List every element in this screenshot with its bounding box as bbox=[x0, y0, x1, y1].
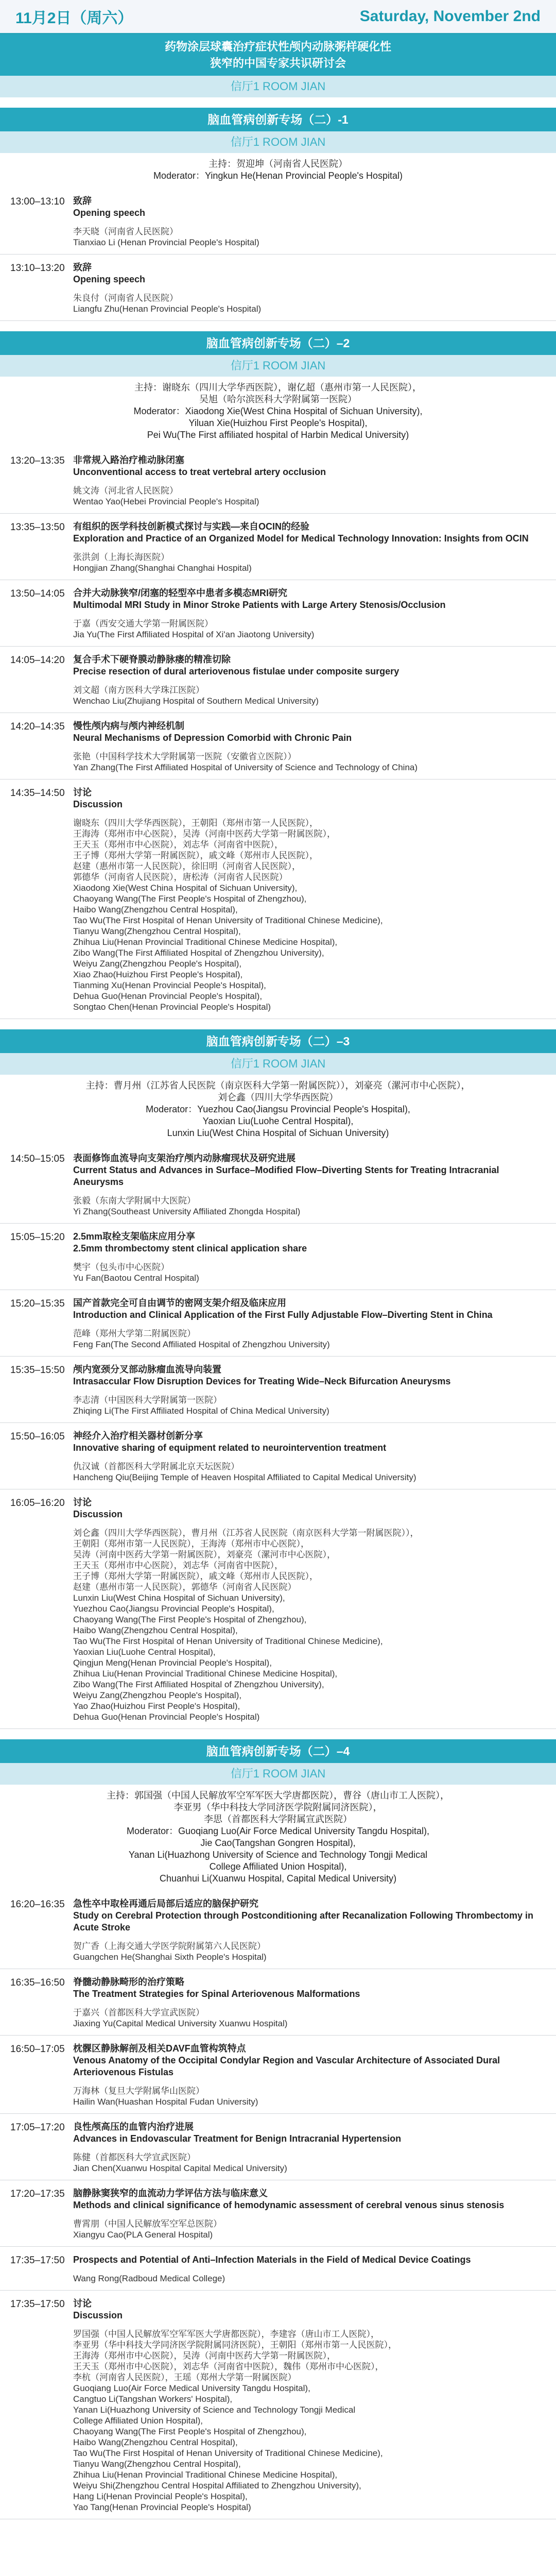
speaker-line: Zhihua Liu(Henan Provincial Traditional Chinese Medicine Hospital), bbox=[73, 2470, 338, 2480]
moderator-line: 主持：贺迎坤（河南省人民医院） bbox=[208, 159, 348, 169]
schedule-body bbox=[0, 108, 556, 2519]
talk-title-en: 2.5mm thrombectomy stent clinical application share bbox=[73, 1243, 307, 1253]
agenda-content bbox=[68, 779, 556, 1019]
speaker-line: Wang Rong(Radboud Medical College) bbox=[73, 2274, 225, 2283]
moderator-line: Chuanhui Li(Xuanwu Hospital, Capital Medical University) bbox=[159, 1873, 397, 1884]
agenda-time: 16:50–17:05 bbox=[10, 2044, 65, 2055]
agenda-time: 13:35–13:50 bbox=[10, 522, 65, 533]
speaker-line: Zibo Wang(The First Affiliated Hospital of Zhengzhou University), bbox=[73, 1680, 324, 1689]
talk-title-en: Advances in Endovascular Treatment for Benign Intracranial Hypertension bbox=[73, 2133, 402, 2144]
speaker-line: 于嘉（西安交通大学第一附属医院） bbox=[73, 619, 213, 629]
speaker-line: 王海涛（郑州市中心医院），吴涛（河南中医药大学第一附属医院）， bbox=[73, 2351, 336, 2361]
speaker-line: 刘文超（南方医科大学珠江医院） bbox=[73, 685, 204, 695]
speaker-line: Dehua Guo(Henan Provincial People's Hospital) bbox=[73, 1712, 260, 1722]
talk-title-en: Discussion bbox=[73, 1509, 123, 1519]
speaker-line: Tianyu Wang(Zhengzhou Central Hospital), bbox=[73, 926, 241, 936]
speaker-line: 仇汉诚（首都医科大学附属北京天坛医院） bbox=[73, 1462, 239, 1471]
speaker-line: Wenchao Liu(Zhujiang Hospital of Southern Medical University) bbox=[73, 696, 319, 706]
speaker-line: Yao Zhao(Huizhou First People's Hospital), bbox=[73, 1701, 240, 1711]
agenda-time: 13:50–14:05 bbox=[10, 588, 65, 599]
speaker-line: 姚文涛（河北省人民医院） bbox=[73, 486, 178, 496]
session-room-label: 信厅1 ROOM JIAN bbox=[0, 1053, 556, 1075]
speaker-line: Haibo Wang(Zhengzhou Central Hospital), bbox=[73, 2437, 238, 2447]
speaker-line: 吴涛（河南中医药大学第一附属医院），刘豪亮（漯河市中心医院）， bbox=[73, 1550, 336, 1560]
agenda-content bbox=[68, 2180, 556, 2246]
moderator-line: 主持：谢晓东（四川大学华西医院），谢亿超（惠州市第一人民医院）， bbox=[134, 382, 422, 393]
speaker-line: 张艳（中国科学技术大学附属第一医院（安徽省立医院）） bbox=[73, 752, 297, 761]
moderator-line: Moderator：Yuezhou Cao(Jiangsu Provincial People's Hospital), bbox=[146, 1104, 410, 1114]
talk-title-en: Venous Anatomy of the Occipital Condylar Region and Vascular Architecture of Associated Dural Arteriovenous Fistulas bbox=[73, 2055, 500, 2077]
speaker-line: Hailin Wan(Huashan Hospital Fudan University) bbox=[73, 2097, 258, 2107]
speaker-block bbox=[73, 818, 546, 1012]
speaker-line: Guangchen He(Shanghai Sixth People's Hospital) bbox=[73, 1952, 267, 1962]
speaker-line: Tianxiao Li (Henan Provincial People's Hospital) bbox=[73, 238, 259, 247]
schedule-header bbox=[0, 0, 556, 35]
agenda-row bbox=[0, 447, 556, 514]
speaker-line: Haibo Wang(Zhengzhou Central Hospital), bbox=[73, 905, 238, 914]
speaker-block bbox=[73, 2007, 546, 2029]
speaker-line: 李天晓（河南省人民医院） bbox=[73, 227, 178, 236]
speaker-line: Songtao Chen(Henan Provincial People's Hospital) bbox=[73, 1002, 271, 1012]
moderator-line: 吴旭（哈尔滨医科大学附属第一医院） bbox=[199, 394, 357, 404]
moderator-line: Pei Wu(The First affiliated hospital of Harbin Medical University) bbox=[147, 430, 409, 440]
speaker-block bbox=[73, 2218, 546, 2240]
speaker-line: 范峰（郑州大学第二附属医院） bbox=[73, 1329, 196, 1338]
talk-title-cn: 致辞 bbox=[73, 196, 92, 206]
speaker-line: 张毅（东南大学附属中大医院） bbox=[73, 1196, 196, 1206]
agenda-content bbox=[68, 1224, 556, 1290]
speaker-line: Zhiqing Li(The First Affiliated Hospital of China Medical University) bbox=[73, 1406, 329, 1416]
room-label: 信厅1 ROOM JIAN bbox=[0, 76, 556, 97]
agenda-row bbox=[0, 1357, 556, 1423]
agenda-row bbox=[0, 2291, 556, 2519]
moderator-line: Yanan Li(Huazhong University of Science and Technology Tongji Medical bbox=[128, 1850, 428, 1860]
talk-title-en: The Treatment Strategies for Spinal Arteriovenous Malformations bbox=[73, 1989, 360, 1999]
talk-title-cn: 讨论 bbox=[73, 1497, 92, 1507]
speaker-line: Zhihua Liu(Henan Provincial Traditional Chinese Medicine Hospital), bbox=[73, 1669, 338, 1679]
moderators bbox=[0, 377, 556, 447]
speaker-line: Weiyu Shi(Zhengzhou Central Hospital Affiliated to Zhengzhou University), bbox=[73, 2481, 361, 2490]
talk-title-en: Innovative sharing of equipment related to neurointervention treatment bbox=[73, 1443, 387, 1453]
talk-title-cn: 脑静脉窦狭窄的血流动力学评估方法与临床意义 bbox=[73, 2188, 268, 2198]
agenda-row bbox=[0, 2114, 556, 2180]
agenda-row bbox=[0, 1145, 556, 1224]
moderator-line: 主持：曹月州（江苏省人民医院（南京医科大学第一附属医院）），刘豪亮（漯河市中心医院）， bbox=[85, 1080, 471, 1091]
speaker-block bbox=[73, 2086, 546, 2107]
speaker-line: Yi Zhang(Southeast University Affiliated Zhongda Hospital) bbox=[73, 1207, 301, 1216]
speaker-line: Yu Fan(Baotou Central Hospital) bbox=[73, 1273, 199, 1283]
agenda-time: 17:20–17:35 bbox=[10, 2189, 65, 2199]
speaker-line: Chaoyang Wang(The First People's Hospital of Zhengzhou), bbox=[73, 894, 307, 904]
agenda-row bbox=[0, 1224, 556, 1290]
agenda-row bbox=[0, 2180, 556, 2247]
speaker-line: Jian Chen(Xuanwu Hospital Capital Medical University) bbox=[73, 2163, 287, 2173]
moderator-line: College Affiliated Union Hospital), bbox=[209, 1861, 347, 1872]
speaker-line: Zibo Wang(The First Affiliated Hospital of Zhengzhou University), bbox=[73, 948, 324, 958]
agenda-time: 13:20–13:35 bbox=[10, 455, 65, 466]
speaker-line: 王子博（郑州大学第一附属医院），戚文峰（郑州市人民医院）， bbox=[73, 851, 318, 860]
moderator-line: 李亚男（华中科技大学同济医学院附属同济医院）， bbox=[173, 1802, 383, 1812]
agenda-time: 16:35–16:50 bbox=[10, 1977, 65, 1988]
talk-title-en: Introduction and Clinical Application of the First Fully Adjustable Flow–Diverting Stent in China bbox=[73, 1310, 493, 1320]
speaker-block bbox=[73, 293, 546, 314]
talk-title-cn: 枕髁区静脉解剖及相关DAVF血管构筑特点 bbox=[73, 2043, 246, 2054]
speaker-line: 万海林（复旦大学附属华山医院） bbox=[73, 2086, 204, 2096]
speaker-line: 陈健（首都医科大学宣武医院） bbox=[73, 2153, 196, 2162]
speaker-line: 赵建（惠州市第一人民医院），徐旧明（河南省人民医院）， bbox=[73, 861, 301, 871]
date-en: Saturday, November 2nd bbox=[359, 8, 541, 25]
agenda-content bbox=[68, 255, 556, 320]
agenda-content bbox=[68, 1357, 556, 1422]
conference-title bbox=[0, 35, 556, 76]
agenda-time: 13:00–13:10 bbox=[10, 196, 65, 207]
talk-title-cn: 慢性颅内病与颅内神经机制 bbox=[73, 721, 184, 731]
speaker-line: Liangfu Zhu(Henan Provincial People's Hospital) bbox=[73, 304, 262, 314]
speaker-block bbox=[73, 2329, 546, 2513]
agenda-row bbox=[0, 2247, 556, 2291]
agenda-row bbox=[0, 779, 556, 1019]
talk-title-en: Current Status and Advances in Surface–Modified Flow–Diverting Stents for Treating Intracranial Aneurysms bbox=[73, 1165, 499, 1187]
speaker-line: 罗国强（中国人民解放军空军军医大学唐都医院），李建容（唐山市工人医院）， bbox=[73, 2329, 379, 2339]
talk-title-cn: 表面修饰血流导向支架治疗颅内动脉瘤现状及研究进展 bbox=[73, 1153, 296, 1163]
talk-title-en: Prospects and Potential of Anti–Infection Materials in the Field of Medical Device Coatings bbox=[73, 2255, 471, 2265]
session-title: 脑血管病创新专场（二）–2 bbox=[0, 331, 556, 355]
speaker-line: Cangtuo Li(Tangshan Workers' Hospital), bbox=[73, 2394, 233, 2404]
speaker-line: 王天玉（郑州市中心医院），刘志华（河南省中医院）， bbox=[73, 1561, 283, 1570]
agenda-content bbox=[68, 2247, 556, 2290]
speaker-block bbox=[73, 618, 546, 640]
moderator-line: Moderator：Xiaodong Xie(West China Hospital of Sichuan University), bbox=[133, 406, 423, 416]
talk-title-en: Exploration and Practice of an Organized Model for Medical Technology Innovation: Insights from OCIN bbox=[73, 533, 529, 544]
speaker-line: 赵建（惠州市第一人民医院），郭德华（河南省人民医院） bbox=[73, 1582, 297, 1592]
speaker-line: Haibo Wang(Zhengzhou Central Hospital), bbox=[73, 1625, 238, 1635]
agenda-row bbox=[0, 647, 556, 713]
moderator-line: Jie Cao(Tangshan Gongren Hospital), bbox=[200, 1838, 356, 1848]
agenda-time: 17:05–17:20 bbox=[10, 2122, 65, 2133]
speaker-line: 王天玉（郑州市中心医院），刘志华（河南省中医院），魏伟（郑州市中心医院）， bbox=[73, 2362, 384, 2371]
speaker-line: Yuezhou Cao(Jiangsu Provincial People's Hospital), bbox=[73, 1604, 274, 1614]
agenda-time: 17:35–17:50 bbox=[10, 2299, 65, 2310]
session-room-label: 信厅1 ROOM JIAN bbox=[0, 355, 556, 377]
speaker-line: 于嘉兴（首都医科大学宣武医院） bbox=[73, 2008, 204, 2018]
speaker-line: Tao Wu(The First Hospital of Henan University of Traditional Chinese Medicine), bbox=[73, 1636, 383, 1646]
speaker-line: 王天玉（郑州市中心医院），刘志华（河南省中医院）， bbox=[73, 840, 283, 850]
speaker-line: Yanan Li(Huazhong University of Science and Technology Tongji Medical bbox=[73, 2405, 356, 2415]
speaker-block bbox=[73, 1328, 546, 1350]
agenda-content bbox=[68, 713, 556, 779]
speaker-line: 曹霄朋（中国人民解放军空军总医院） bbox=[73, 2219, 222, 2229]
speaker-block bbox=[73, 1528, 546, 1722]
speaker-line: Qingjun Meng(Henan Provincial People's Hospital), bbox=[73, 1658, 272, 1668]
speaker-line: Tao Wu(The First Hospital of Henan University of Traditional Chinese Medicine), bbox=[73, 2448, 383, 2458]
talk-title-cn: 合并大动脉狭窄/闭塞的轻型卒中患者多模态MRI研究 bbox=[73, 588, 287, 598]
talk-title-en: Discussion bbox=[73, 2310, 123, 2320]
talk-title-cn: 讨论 bbox=[73, 787, 92, 798]
talk-title-cn: 有组织的医学科技创新模式探讨与实践—来自OCIN的经验 bbox=[73, 521, 309, 532]
agenda-row bbox=[0, 1489, 556, 1729]
speaker-line: Weiyu Zang(Zhengzhou People's Hospital), bbox=[73, 959, 242, 969]
date-cn: 11月2日（周六） bbox=[15, 10, 133, 27]
agenda-time: 15:50–16:05 bbox=[10, 1431, 65, 1442]
agenda-content bbox=[68, 647, 556, 713]
moderators bbox=[0, 153, 556, 188]
talk-title-cn: 国产首款完全可自由调节的密网支架介绍及临床应用 bbox=[73, 1298, 286, 1308]
moderator-line: Lunxin Liu(West China Hospital of Sichuan University) bbox=[167, 1128, 389, 1138]
talk-title-cn: 急性卒中取栓再通后局部后适应的脑保护研究 bbox=[73, 1899, 258, 1909]
speaker-line: College Affiliated Union Hospital), bbox=[73, 2416, 203, 2426]
talk-title-cn: 良性颅高压的血管内治疗进展 bbox=[73, 2122, 194, 2132]
talk-title-en: Opening speech bbox=[73, 274, 146, 284]
speaker-line: Guoqiang Luo(Air Force Medical University Tangdu Hospital), bbox=[73, 2383, 310, 2393]
agenda-row bbox=[0, 188, 556, 255]
agenda-time: 16:20–16:35 bbox=[10, 1899, 65, 1910]
agenda-content bbox=[68, 188, 556, 254]
speaker-line: Yaoxian Liu(Luohe Central Hospital), bbox=[73, 1647, 216, 1657]
speaker-line: 李志清（中国医科大学附属第一医院） bbox=[73, 1395, 222, 1405]
agenda-time: 14:50–15:05 bbox=[10, 1154, 65, 1164]
speaker-block bbox=[73, 226, 546, 248]
agenda-time: 14:20–14:35 bbox=[10, 721, 65, 732]
session-title: 脑血管病创新专场（二）–3 bbox=[0, 1029, 556, 1053]
speaker-line: Feng Fan(The Second Affiliated Hospital of Zhengzhou University) bbox=[73, 1340, 330, 1349]
moderators bbox=[0, 1785, 556, 1891]
speaker-line: Hongjian Zhang(Shanghai Changhai Hospital) bbox=[73, 563, 252, 573]
speaker-line: 谢晓东（四川大学华西医院），王朝阳（郑州市第一人民医院）， bbox=[73, 818, 318, 828]
speaker-line: 樊宇（包头市中心医院） bbox=[73, 1262, 169, 1272]
talk-title-en: Precise resection of dural arteriovenous fistulae under composite surgery bbox=[73, 666, 399, 676]
agenda-content bbox=[68, 2114, 556, 2180]
talk-title-cn: 脊髓动静脉畸形的治疗策略 bbox=[73, 1977, 184, 1987]
talk-title-cn: 复合手术下硬脊膜动静脉瘘的精准切除 bbox=[73, 654, 231, 665]
moderator-line: Yaoxian Liu(Luohe Central Hospital), bbox=[202, 1116, 354, 1126]
talk-title-cn: 2.5mm取栓支架临床应用分享 bbox=[73, 1231, 196, 1242]
session-title: 脑血管病创新专场（二）–4 bbox=[0, 1739, 556, 1763]
speaker-block bbox=[73, 2152, 546, 2174]
speaker-line: 王子博（郑州大学第一附属医院），戚文峰（郑州市人民医院）， bbox=[73, 1571, 318, 1581]
speaker-line: Tianming Xu(Henan Provincial People's Hospital), bbox=[73, 980, 266, 990]
talk-title-cn: 致辞 bbox=[73, 262, 92, 273]
speaker-line: Hancheng Qiu(Beijing Temple of Heaven Hospital Affiliated to Capital Medical University) bbox=[73, 1472, 416, 1482]
agenda-content bbox=[68, 2291, 556, 2519]
talk-title-en: Study on Cerebral Protection through Postconditioning after Recanalization Following Thrombectomy in Acute Stroke bbox=[73, 1910, 534, 1933]
talk-title-en: Multimodal MRI Study in Minor Stroke Patients with Large Artery Stenosis/Occlusion bbox=[73, 600, 446, 610]
speaker-block bbox=[73, 1395, 546, 1416]
speaker-line: Xiangyu Cao(PLA General Hospital) bbox=[73, 2230, 213, 2240]
speaker-line: 刘仑鑫（四川大学华西医院），曹月州（江苏省人民医院（南京医科大学第一附属医院））， bbox=[73, 1528, 419, 1538]
speaker-block bbox=[73, 751, 546, 773]
speaker-line: 王朝阳（郑州市第一人民医院），王海涛（郑州市中心医院）， bbox=[73, 1539, 309, 1549]
talk-title-cn: 非常规入路治疗椎动脉闭塞 bbox=[73, 455, 184, 465]
session-title: 脑血管病创新专场（二）-1 bbox=[0, 108, 556, 131]
speaker-block bbox=[73, 485, 546, 507]
speaker-line: Chaoyang Wang(The First People's Hospital of Zhengzhou), bbox=[73, 1615, 307, 1624]
talk-title-en: Neural Mechanisms of Depression Comorbid with Chronic Pain bbox=[73, 733, 352, 743]
agenda-content bbox=[68, 447, 556, 513]
agenda-content bbox=[68, 1891, 556, 1969]
agenda-content bbox=[68, 1145, 556, 1223]
agenda-content bbox=[68, 1969, 556, 2035]
agenda-row bbox=[0, 580, 556, 647]
speaker-line: 李亚男（华中科技大学同济医学院附属同济医院），王朝阳（郑州市第一人民医院）， bbox=[73, 2340, 397, 2350]
agenda-content bbox=[68, 580, 556, 646]
conference-title-line1: 药物涂层球囊治疗症状性颅内动脉粥样硬化性 bbox=[164, 40, 391, 53]
speaker-block bbox=[73, 1262, 546, 1283]
agenda-time: 15:20–15:35 bbox=[10, 1298, 65, 1309]
agenda-row bbox=[0, 1891, 556, 1969]
speaker-line: Xiao Zhao(Huizhou First People's Hospital), bbox=[73, 970, 243, 979]
agenda-row bbox=[0, 1290, 556, 1357]
session-room-label: 信厅1 ROOM JIAN bbox=[0, 131, 556, 153]
speaker-line: 张洪剑（上海长海医院） bbox=[73, 552, 169, 562]
talk-title-en: Intrasaccular Flow Disruption Devices for Treating Wide–Neck Bifurcation Aneurysms bbox=[73, 1376, 451, 1386]
agenda-content bbox=[68, 1423, 556, 1489]
moderator-line: 主持：郭国强（中国人民解放军空军军医大学唐都医院），曹谷（唐山市工人医院）， bbox=[107, 1790, 449, 1801]
speaker-block bbox=[73, 1461, 546, 1483]
speaker-line: Yan Zhang(The First Affiliated Hospital of University of Science and Technology of China) bbox=[73, 762, 418, 772]
agenda-row bbox=[0, 1423, 556, 1489]
speaker-line: Tao Wu(The First Hospital of Henan University of Traditional Chinese Medicine), bbox=[73, 916, 383, 925]
agenda-time: 13:10–13:20 bbox=[10, 263, 65, 274]
agenda-row bbox=[0, 1969, 556, 2036]
speaker-block bbox=[73, 1941, 546, 1962]
speaker-block bbox=[73, 685, 546, 706]
talk-title-cn: 颅内宽颈分叉部动脉瘤血流导向装置 bbox=[73, 1364, 221, 1375]
agenda-row bbox=[0, 713, 556, 779]
speaker-block bbox=[73, 2273, 546, 2284]
agenda-content bbox=[68, 1489, 556, 1728]
moderators bbox=[0, 1075, 556, 1145]
talk-title-en: Discussion bbox=[73, 799, 123, 809]
agenda-time: 17:35–17:50 bbox=[10, 2255, 65, 2266]
speaker-line: Zhihua Liu(Henan Provincial Traditional Chinese Medicine Hospital), bbox=[73, 937, 338, 947]
speaker-line: Yao Tang(Henan Provincial People's Hospital) bbox=[73, 2502, 251, 2512]
speaker-line: 朱良付（河南省人民医院） bbox=[73, 293, 178, 303]
speaker-line: Wentao Yao(Hebei Provincial People's Hospital) bbox=[73, 497, 259, 506]
agenda-time: 15:35–15:50 bbox=[10, 1365, 65, 1376]
speaker-line: Lunxin Liu(West China Hospital of Sichuan University), bbox=[73, 1593, 285, 1603]
agenda-row bbox=[0, 2036, 556, 2114]
talk-title-en: Unconventional access to treat vertebral artery occlusion bbox=[73, 467, 326, 477]
speaker-line: 贺广香（上海交通大学医学院附属第六人民医院） bbox=[73, 1941, 266, 1951]
talk-title-cn: 神经介入治疗相关器材创新分享 bbox=[73, 1431, 203, 1441]
moderator-line: Yiluan Xie(Huizhou First People's Hospital), bbox=[188, 418, 368, 428]
session-room-label: 信厅1 ROOM JIAN bbox=[0, 1763, 556, 1785]
speaker-line: Jia Yu(The First Affiliated Hospital of Xi'an Jiaotong University) bbox=[73, 630, 315, 639]
speaker-line: Weiyu Zang(Zhengzhou People's Hospital), bbox=[73, 1690, 242, 1700]
agenda-time: 14:05–14:20 bbox=[10, 655, 65, 666]
agenda-content bbox=[68, 1290, 556, 1356]
speaker-block bbox=[73, 1195, 546, 1217]
agenda-time: 16:05–16:20 bbox=[10, 1498, 65, 1509]
speaker-line: Jiaxing Yu(Capital Medical University Xuanwu Hospital) bbox=[73, 2019, 288, 2028]
agenda-time: 15:05–15:20 bbox=[10, 1232, 65, 1243]
talk-title-cn: 讨论 bbox=[73, 2298, 92, 2309]
speaker-line: Dehua Guo(Henan Provincial People's Hospital), bbox=[73, 991, 263, 1001]
agenda-content bbox=[68, 2036, 556, 2113]
agenda-row bbox=[0, 255, 556, 321]
speaker-block bbox=[73, 552, 546, 573]
speaker-line: 李杭（河南省人民医院），王瑶（郑州大学第一附属医院） bbox=[73, 2372, 297, 2382]
agenda-row bbox=[0, 514, 556, 580]
speaker-line: Hang Li(Henan Provincial People's Hospital), bbox=[73, 2492, 248, 2501]
speaker-line: Chaoyang Wang(The First People's Hospital of Zhengzhou), bbox=[73, 2427, 307, 2436]
conference-title-line2: 狭窄的中国专家共识研讨会 bbox=[210, 57, 346, 70]
agenda-time: 14:35–14:50 bbox=[10, 788, 65, 799]
moderator-line: Moderator：Guoqiang Luo(Air Force Medical University Tangdu Hospital), bbox=[127, 1826, 429, 1836]
talk-title-en: Methods and clinical significance of hemodynamic assessment of cerebral venous sinus stenosis bbox=[73, 2200, 505, 2210]
moderator-line: Moderator：Yingkun He(Henan Provincial People's Hospital) bbox=[153, 171, 403, 181]
moderator-line: 李思（首都医科大学附属宣武医院） bbox=[204, 1814, 352, 1824]
moderator-line: 刘仑鑫（四川大学华西医院） bbox=[218, 1092, 338, 1103]
speaker-line: 郭德华（河南省人民医院），唐松涛（河南省人民医院） bbox=[73, 872, 288, 882]
talk-title-en: Opening speech bbox=[73, 208, 146, 218]
agenda-content bbox=[68, 514, 556, 580]
speaker-line: 王海涛（郑州市中心医院），吴涛（河南中医药大学第一附属医院）， bbox=[73, 829, 336, 839]
speaker-line: Tianyu Wang(Zhengzhou Central Hospital), bbox=[73, 2459, 241, 2469]
speaker-line: Xiaodong Xie(West China Hospital of Sichuan University), bbox=[73, 883, 298, 893]
